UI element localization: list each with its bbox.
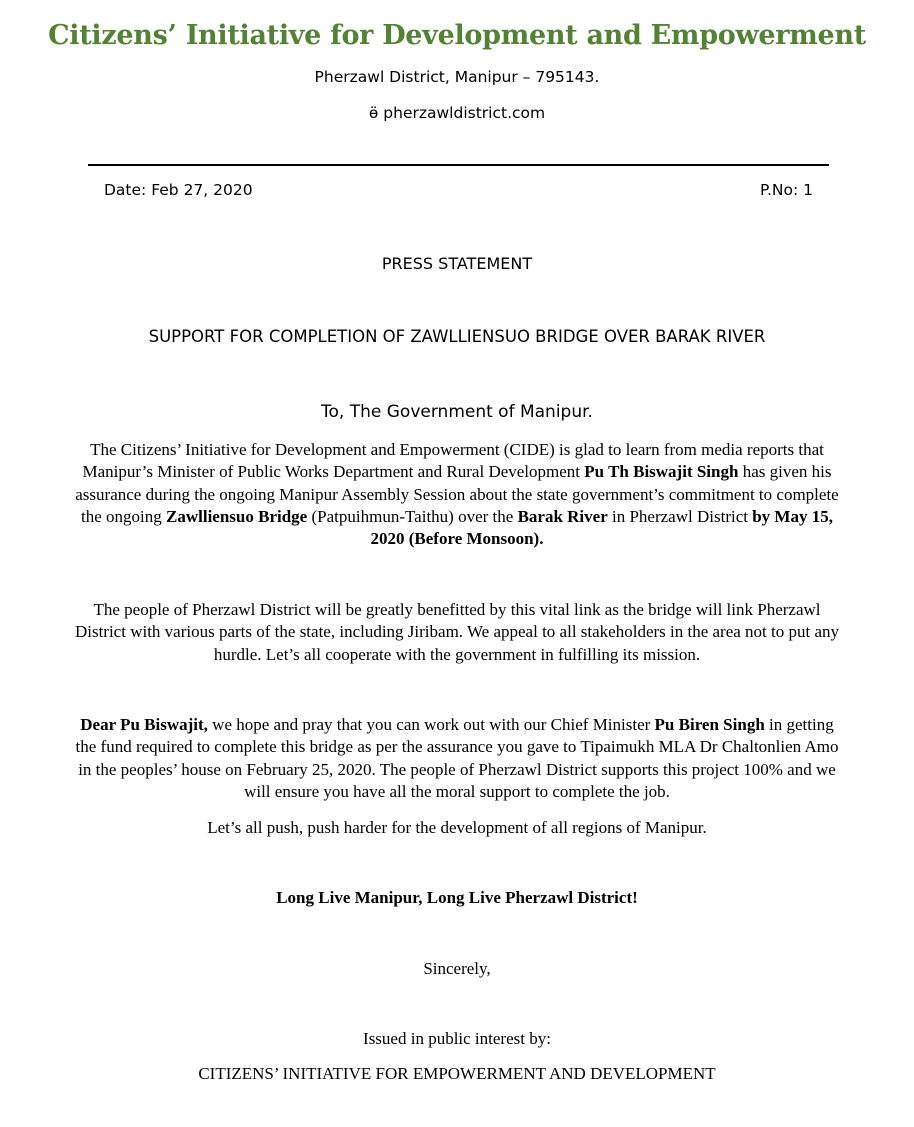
- bold-span: by May 15, 2020 (Before Monsoon).: [370, 506, 833, 549]
- date-label: Date: Feb 27, 2020: [104, 181, 253, 199]
- header-divider: [88, 164, 829, 166]
- bold-span: Pu Th Biswajit Singh: [584, 462, 739, 482]
- body-paragraph-2: The people of Pherzawl District will be greatly benefitted by this vital link as the bridge will link Pherzawl District with various parts of the state, including Jiribam. We appeal to all stakeholders in the area not to put any hurdle. Let’s all cooperate with the government in fulfilling its mission.: [74, 600, 840, 664]
- text-span: we hope and pray that you can work out with our Chief Minister: [207, 715, 655, 734]
- statement-type-heading: PRESS STATEMENT: [381, 254, 533, 273]
- bold-span: Pu Biren Singh: [654, 715, 765, 734]
- slogan-line: Long Live Manipur, Long Live Pherzawl District!: [276, 888, 638, 907]
- subject-heading: SUPPORT FOR COMPLETION OF ZAWLLIENSUO BRIDGE OVER BARAK RIVER: [148, 327, 766, 346]
- body-paragraph-3: [70, 714, 844, 803]
- address-line: Pherzawl District, Manipur – 795143.: [314, 68, 600, 86]
- body-paragraph-4: Let’s all push, push harder for the development of all regions of Manipur.: [207, 818, 707, 837]
- organization-title: Citizens’ Initiative for Development and Empowerment: [48, 20, 866, 51]
- bold-span: Zawlliensuo Bridge: [166, 506, 308, 526]
- text-span: has given his assurance during the ongoing Manipur Assembly Session about the state government’s commitment to complete the ongoing: [75, 462, 839, 526]
- bold-span: Dear Pu Biswajit,: [80, 715, 208, 734]
- closing-line: Sincerely,: [423, 959, 491, 978]
- signatory-line: CITIZENS’ INITIATIVE FOR EMPOWERMENT AND DEVELOPMENT: [198, 1064, 716, 1083]
- text-span: in Pherzawl District: [607, 506, 753, 526]
- bold-span: Barak River: [517, 506, 608, 526]
- text-span: (Patpuihmun-Taithu) over the: [307, 506, 518, 526]
- page-number-label: P.No: 1: [760, 181, 813, 199]
- addressee-line: To, The Government of Manipur.: [321, 402, 593, 422]
- body-paragraph-1: [70, 439, 844, 550]
- text-span: The Citizens’ Initiative for Development and Empowerment (CIDE) is glad to learn from media reports that Manipur’s Minister of Public Works Department and Rural Development: [82, 440, 824, 482]
- website-line: ӫ pherzawldistrict.com: [368, 104, 546, 122]
- issued-by-line: Issued in public interest by:: [363, 1029, 551, 1048]
- text-span: in getting the fund required to complete this bridge as per the assurance you gave to Tipaimukh MLA Dr Chaltonlien Amo in the peoples’ house on February 25, 2020. The people of Pherzawl District supports this project 100% and we will ensure you have all the moral support to complete the job.: [75, 715, 839, 801]
